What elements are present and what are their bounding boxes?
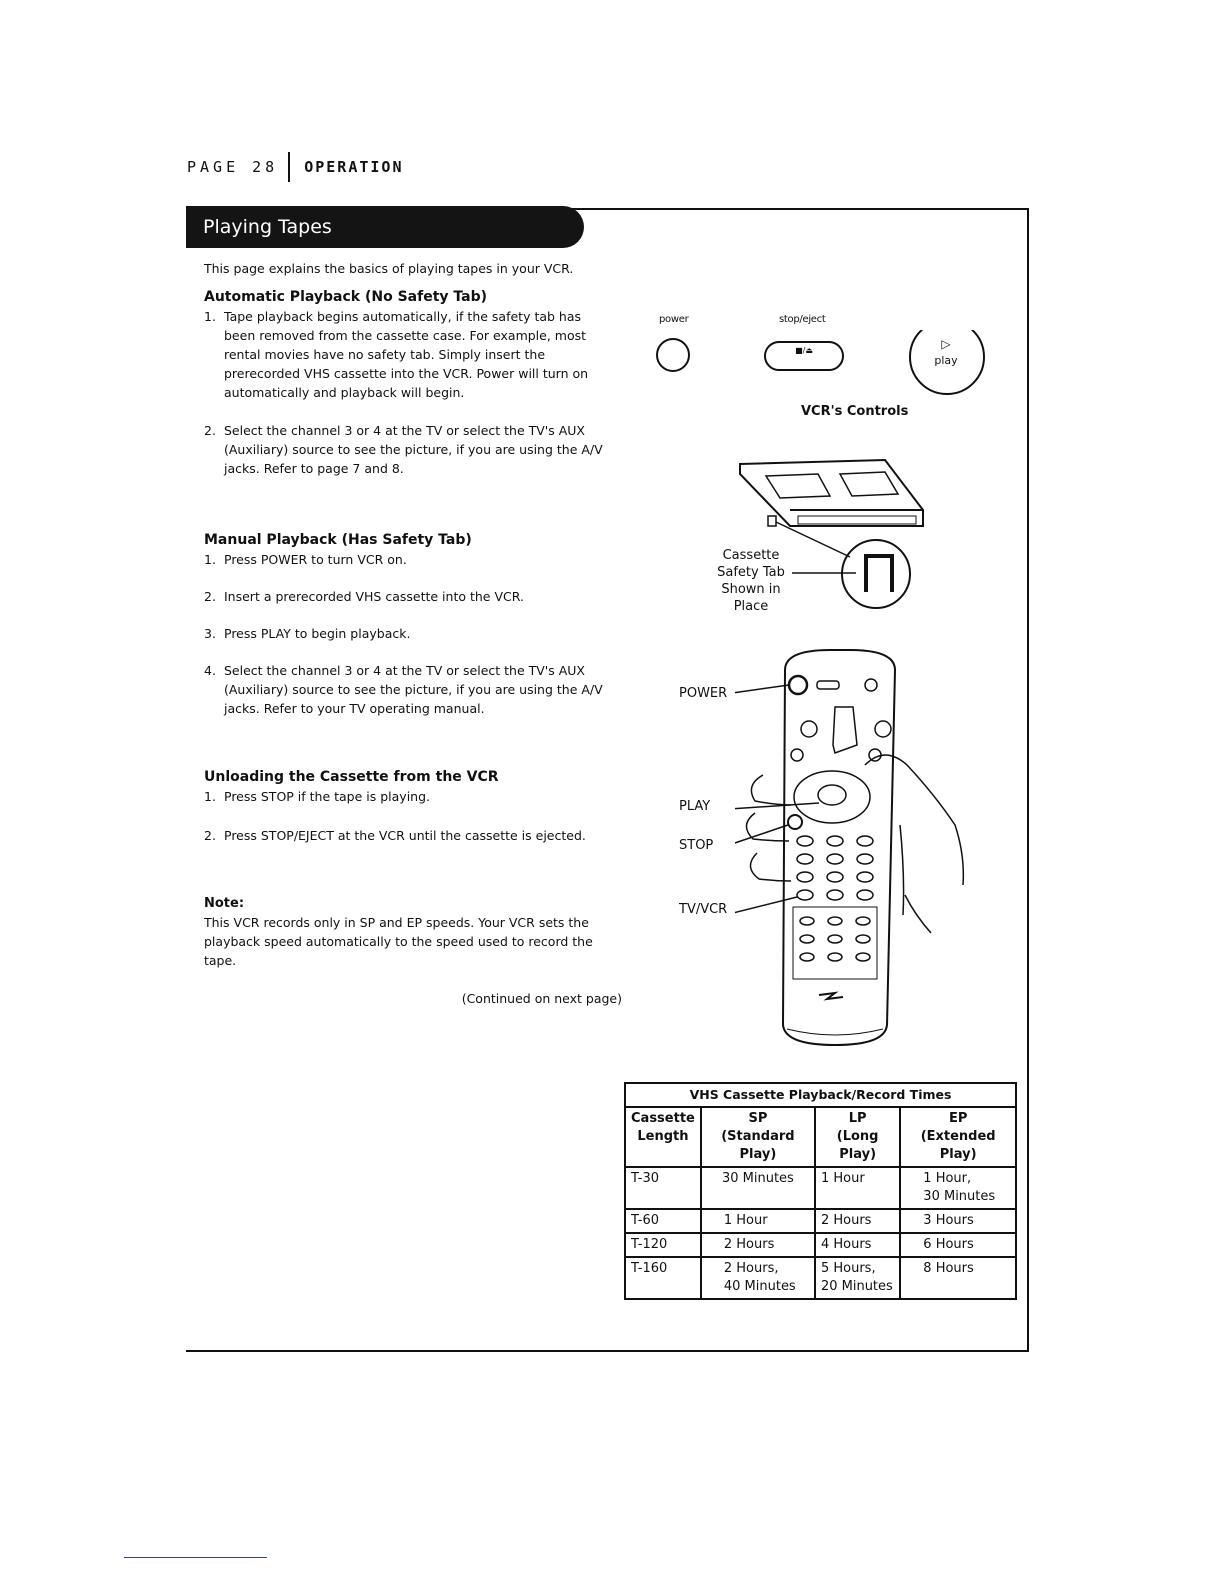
remote-keypad (797, 836, 873, 900)
stop-eject-label: stop/eject (779, 314, 826, 325)
stop-eject-symbol: ■/⏏ (795, 346, 813, 355)
section-label: OPERATION (304, 158, 404, 176)
play-symbol-icon: ▷ (941, 337, 951, 351)
page-title: Playing Tapes (186, 206, 584, 248)
list-item: 2. Press STOP/EJECT at the VCR until the cassette is ejected. (204, 828, 586, 843)
tvvcr-leader-line (735, 897, 797, 913)
playback-times-table (624, 1082, 1017, 1300)
table-title-row (625, 1083, 1016, 1107)
continued-text: (Continued on next page) (461, 991, 622, 1006)
remote-power-icon (789, 676, 807, 694)
table-header-row (625, 1107, 1016, 1167)
list-item: 4. Select the channel 3 or 4 at the TV or select the TV's AUX (Auxiliary) source to see the picture, if you are using the A/V jacks. Refer to your TV operating manual. (204, 663, 603, 716)
table-title: VHS Cassette Playback/Record Times (625, 1083, 1016, 1107)
vcr-controls-caption: VCR's Controls (801, 404, 909, 419)
table-row: T-30 30 Minutes 1 Hour 1 Hour, 30 Minutes (625, 1167, 1016, 1209)
unloading-steps (204, 787, 634, 845)
note-text: This VCR records only in SP and EP speeds. Your VCR sets the playback speed automatically to the speed used to record the tape. (204, 915, 593, 968)
manual-playback-heading: Manual Playback (Has Safety Tab) (204, 532, 472, 548)
auto-playback-steps (204, 307, 634, 478)
column-header: Cassette Length (625, 1107, 701, 1167)
power-label: power (659, 314, 689, 325)
table-row: T-160 2 Hours, 40 Minutes 5 Hours, 20 Minutes 8 Hours (625, 1257, 1016, 1299)
column-header: SP (Standard Play) (701, 1107, 815, 1167)
page-number: PAGE 28 (187, 158, 279, 176)
auto-playback-heading: Automatic Playback (No Safety Tab) (204, 289, 487, 305)
table-row: T-60 1 Hour 2 Hours 3 Hours (625, 1209, 1016, 1233)
stop-leader-line (735, 825, 788, 848)
remote-power-label: POWER (679, 686, 728, 701)
column-header: LP (Long Play) (815, 1107, 900, 1167)
remote-stop-icon (788, 815, 802, 829)
column-header: EP (Extended Play) (900, 1107, 1016, 1167)
instructions-column (204, 259, 634, 1008)
intro-text: This page explains the basics of playing tapes in your VCR. (204, 261, 574, 276)
play-label: play (934, 354, 958, 367)
hand-outline (865, 755, 963, 885)
header-divider (288, 152, 290, 182)
power-button-icon (657, 339, 689, 371)
cassette-caption: Cassette Safety Tab Shown in Place (717, 548, 785, 614)
remote-control-figure (735, 645, 970, 1055)
remote-stop-label: STOP (679, 838, 714, 853)
manual-playback-steps (204, 550, 634, 718)
list-item: 1. Tape playback begins automatically, if the safety tab has been removed from the cassette case. For example, most rental movies have no safety tab. Simply insert the prerecorded VHS cassette into the VCR. Power will turn on automatically and playback will begin. (204, 309, 589, 400)
list-item: 2. Select the channel 3 or 4 at the TV or select the TV's AUX (Auxiliary) source to see the picture, if you are using the A/V jacks. Refer to page 7 and 8. (204, 423, 603, 476)
remote-play-label: PLAY (679, 799, 711, 814)
power-leader-line (735, 685, 789, 694)
note-heading: Note: (204, 896, 245, 911)
page-footer-rule (124, 1557, 267, 1558)
table-row: T-120 2 Hours 4 Hours 6 Hours (625, 1233, 1016, 1257)
remote-tvvcr-label: TV/VCR (679, 902, 728, 917)
remote-play-icon (818, 785, 846, 805)
page-header (187, 152, 404, 182)
list-item: 1. Press POWER to turn VCR on. (204, 552, 407, 567)
list-item: 1. Press STOP if the tape is playing. (204, 789, 431, 804)
list-item: 2. Insert a prerecorded VHS cassette into the VCR. (204, 589, 524, 604)
unloading-heading: Unloading the Cassette from the VCR (204, 769, 499, 785)
list-item: 3. Press PLAY to begin playback. (204, 626, 411, 641)
